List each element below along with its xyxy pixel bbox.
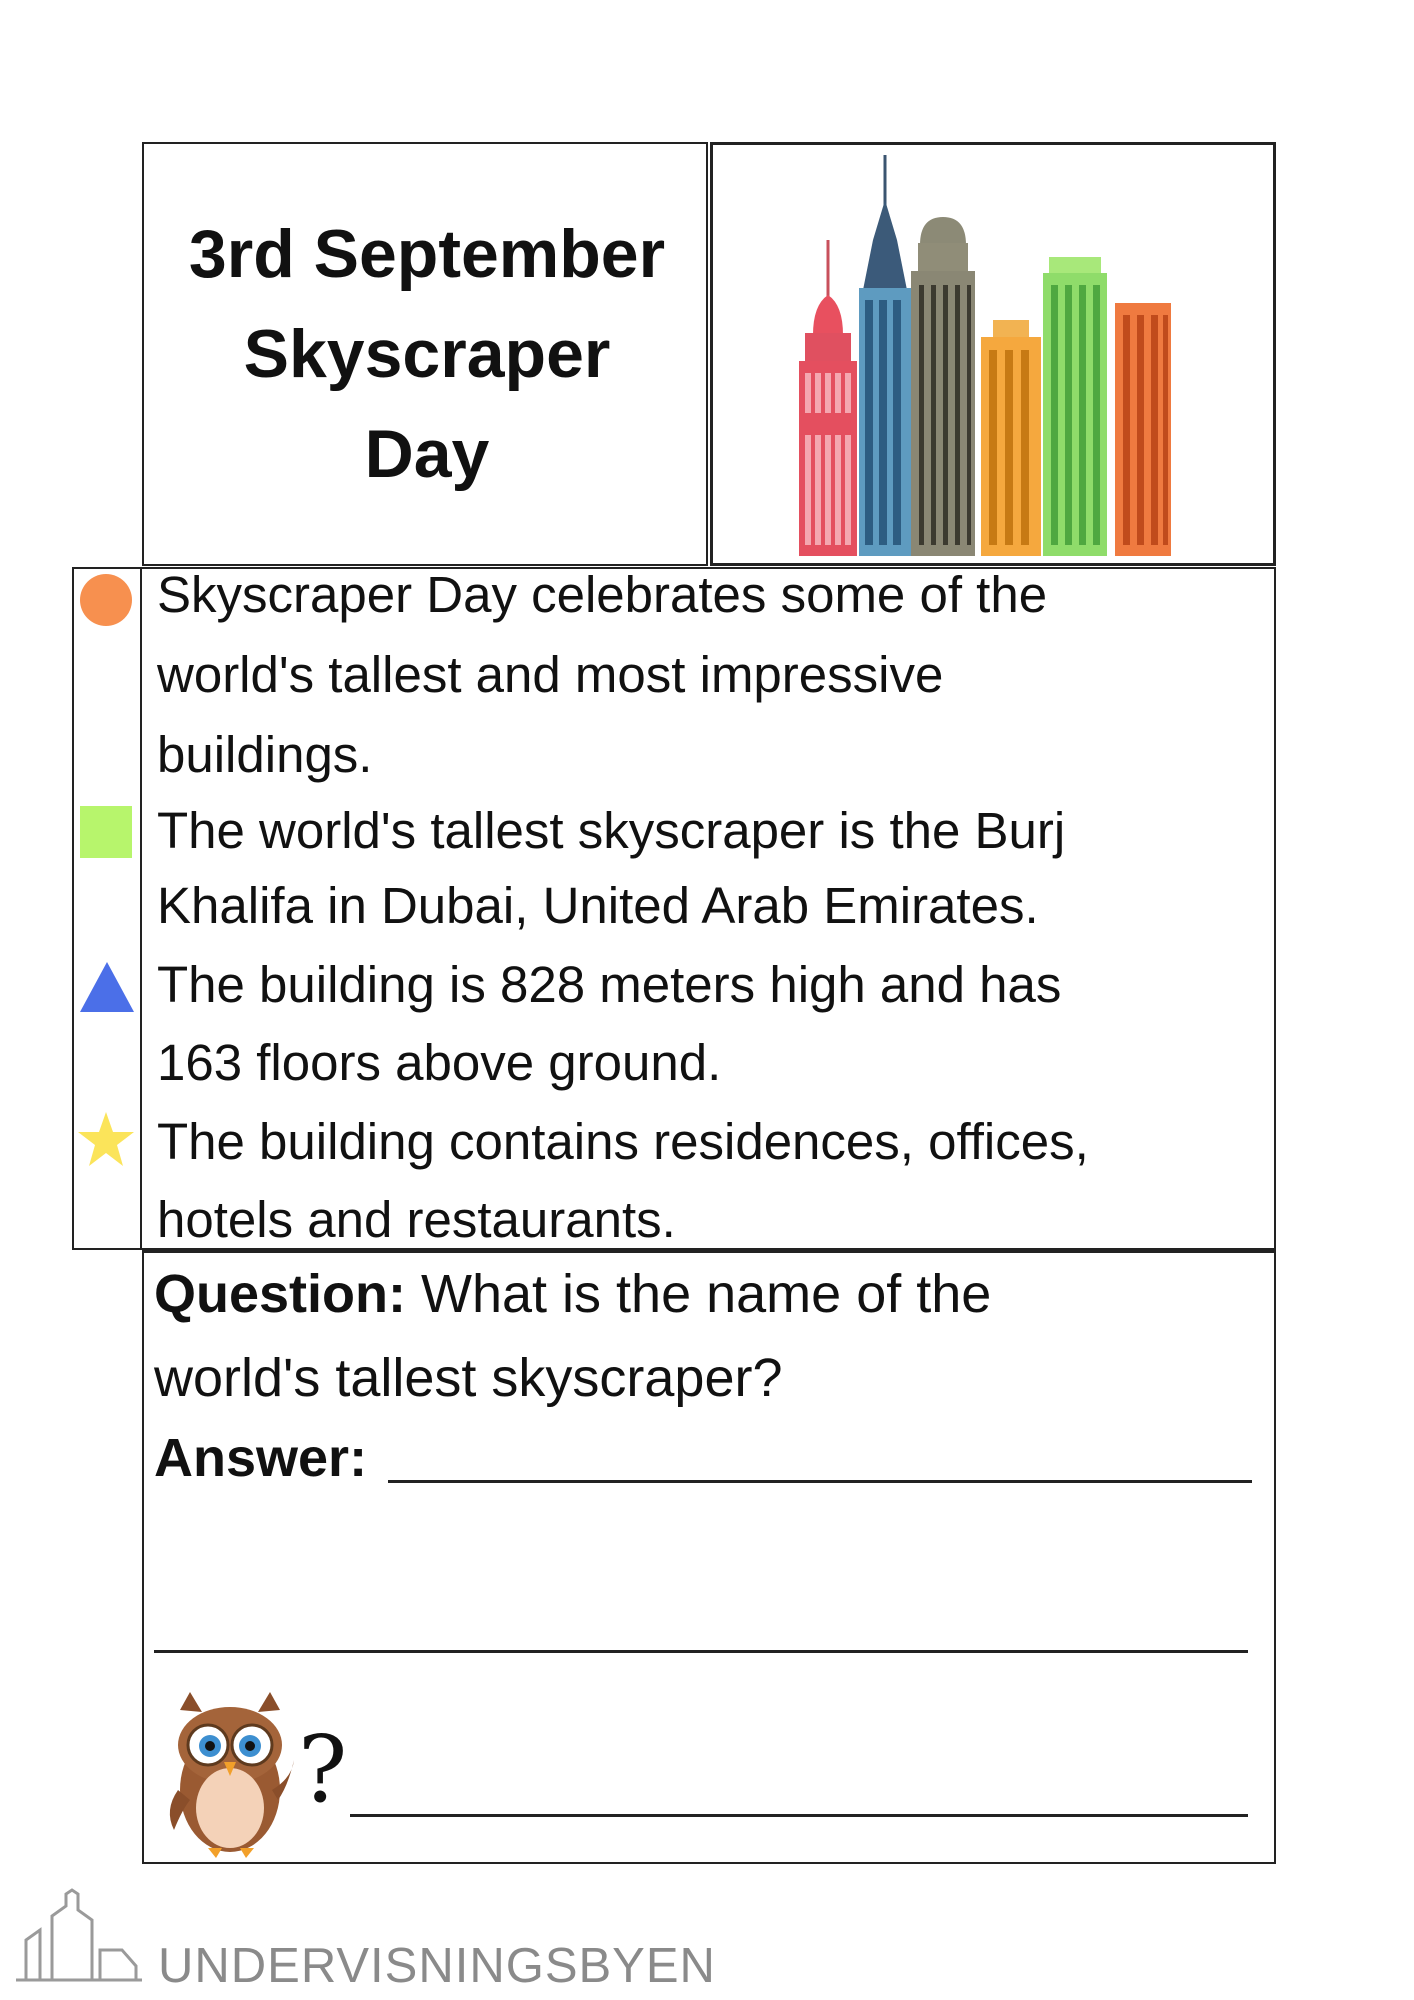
answer-input-line-1[interactable] (388, 1480, 1252, 1483)
fact-4-line-1: The building contains residences, offices, (157, 1113, 1089, 1170)
title-line-date: 3rd September (188, 216, 666, 292)
illustration-box (710, 142, 1276, 566)
blue-triangle-icon (78, 960, 136, 1014)
fact-2-line-1: The world's tallest skyscraper is the Burj (157, 802, 1066, 859)
question-line-1 (154, 1262, 991, 1326)
answer-input-line-3[interactable] (350, 1814, 1248, 1817)
question-mark: ? (298, 1716, 348, 1823)
fact-1-line-1: Skyscraper Day celebrates some of the (157, 566, 1048, 623)
orange-circle-icon (78, 572, 134, 628)
fact-1-line-3: buildings. (157, 726, 373, 783)
fact-3-line-2: 163 floors above ground. (157, 1034, 722, 1091)
owl-icon (160, 1690, 300, 1860)
question-label: Question: (154, 1264, 406, 1324)
fact-4-line-2: hotels and restaurants. (157, 1191, 676, 1248)
yellow-star-icon (76, 1110, 136, 1170)
fact-2-line-2: Khalifa in Dubai, United Arab Emirates. (157, 877, 1039, 934)
answer-label: Answer: (154, 1428, 368, 1488)
green-square-icon (80, 806, 136, 862)
answer-line (154, 1426, 367, 1490)
fact-1-line-2: world's tallest and most impressive (157, 646, 944, 703)
title-line-day: Day (364, 416, 490, 492)
title-box (142, 142, 708, 566)
page-title (144, 204, 710, 504)
answer-input-line-2[interactable] (154, 1650, 1248, 1653)
title-line-name: Skyscraper (243, 316, 611, 392)
fact-3-line-1: The building is 828 meters high and has (157, 956, 1062, 1013)
skyscraper-skyline-icon (713, 145, 1273, 563)
question-text-part-2: world's tallest skyscraper? (154, 1348, 783, 1408)
question-text-part-1: What is the name of the (406, 1264, 992, 1324)
brand-name: UNDERVISNINGSBYEN (158, 1939, 716, 1993)
city-outline-logo-icon (12, 1880, 142, 1990)
